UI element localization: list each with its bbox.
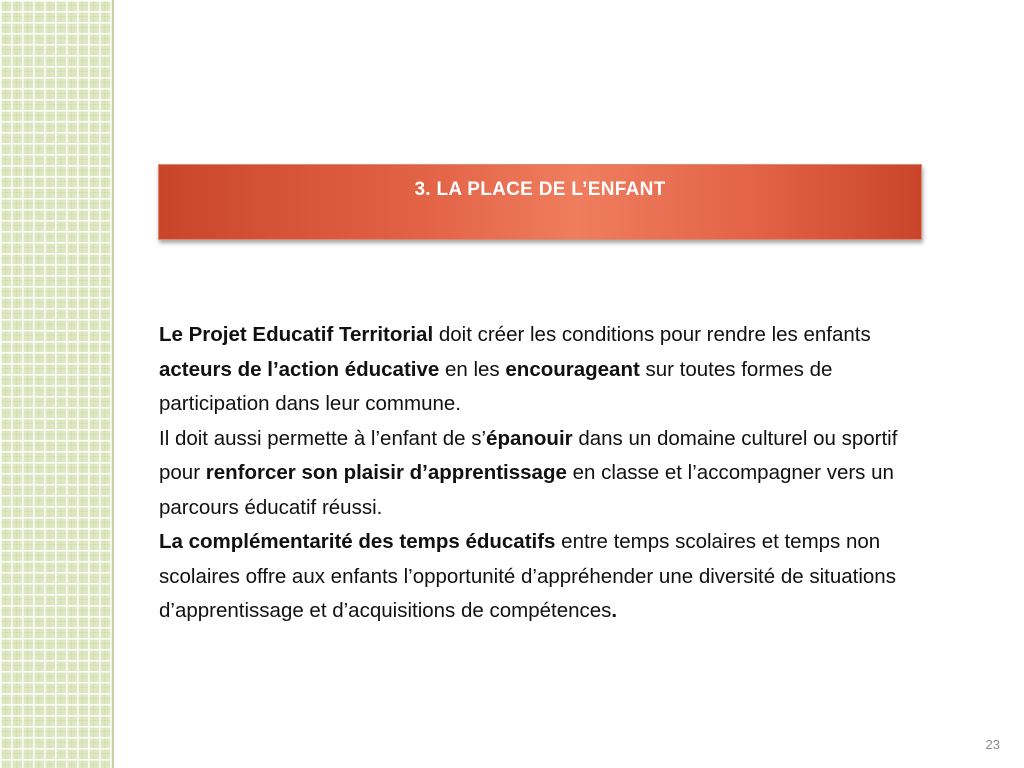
text-run: en classe et l’accompagner vers un parcours éducatif réussi. <box>159 461 894 519</box>
text-run: sur toutes formes de participation dans leur commune. <box>159 357 833 415</box>
text-run: acteurs de l’action éducative <box>159 357 440 381</box>
text-run: encourageant <box>505 357 640 381</box>
text-run: en les <box>439 357 506 381</box>
text-run: . <box>611 599 618 622</box>
slide-title-banner <box>158 164 922 240</box>
slide-body <box>159 318 929 629</box>
paragraph-3 <box>159 525 929 629</box>
page-number: 23 <box>985 737 1000 752</box>
text-run: La complémentarité des temps éducatifs <box>159 530 556 553</box>
decorative-side-pattern <box>0 0 112 768</box>
text-run: dans un domaine culturel ou sportif pour <box>159 426 898 484</box>
paragraph-2 <box>159 422 929 526</box>
slide-title: 3. LA PLACE DE L’ENFANT <box>414 179 666 200</box>
text-run: renforcer son plaisir d’apprentissage <box>205 461 567 484</box>
text-run: Il doit aussi permette à l’enfant de s’ <box>159 426 487 450</box>
text-run: épanouir <box>486 426 573 450</box>
text-run: entre temps scolaires et temps non scolaires offre aux enfants l’opportunité d’appréhender une diversité de situations d’apprentissage et d’acquisitions de compétences <box>159 530 896 622</box>
text-run: Le Projet Educatif Territorial <box>159 323 434 346</box>
side-pattern-edge <box>112 0 114 768</box>
text-run: doit créer les conditions pour rendre les enfants <box>433 323 871 346</box>
paragraph-1 <box>159 318 929 422</box>
